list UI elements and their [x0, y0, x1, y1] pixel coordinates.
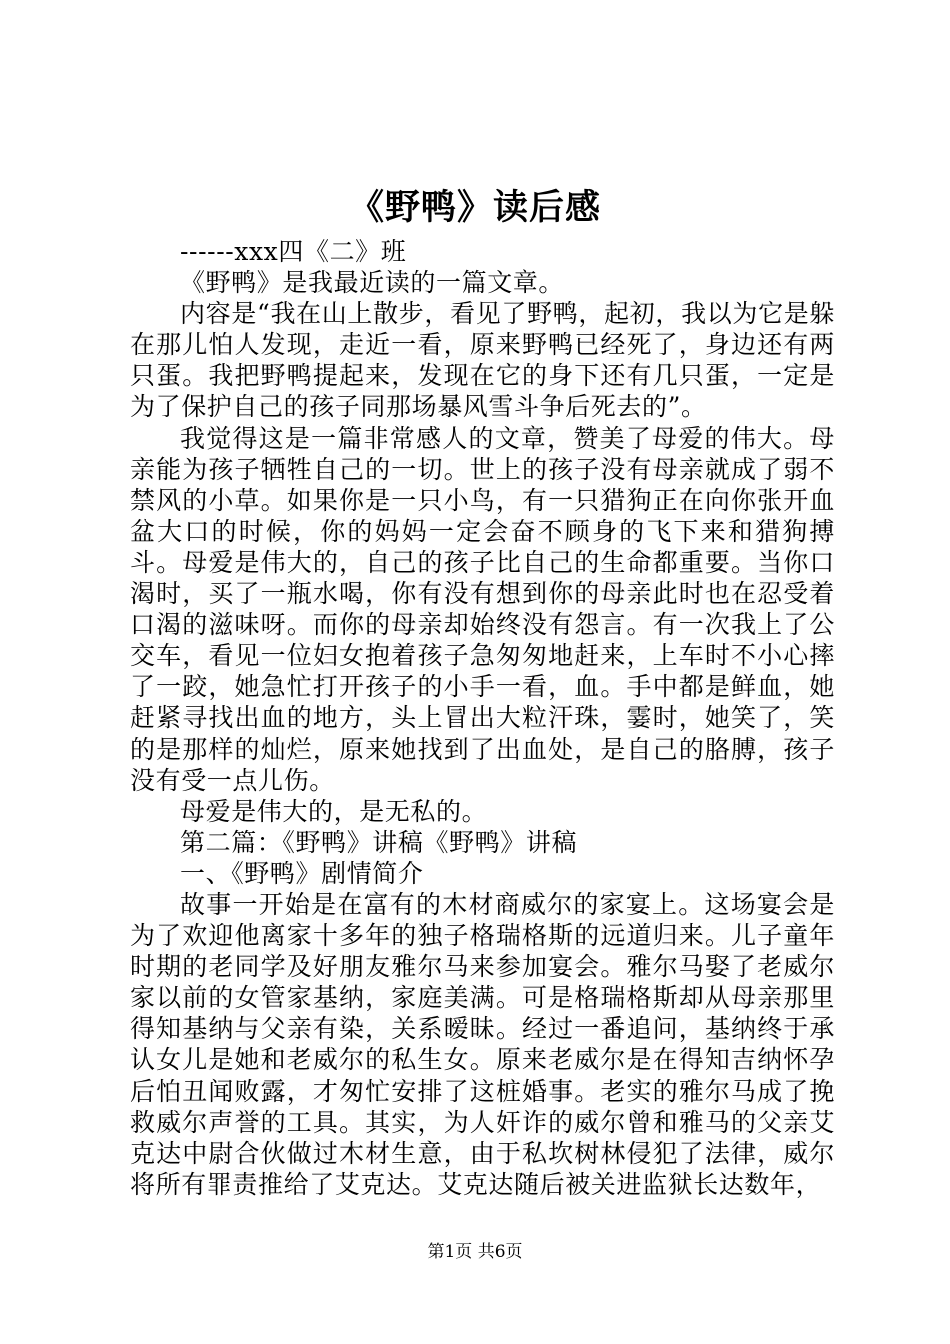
- document-body: [130, 236, 835, 1200]
- paragraph: 母爱是伟大的，是无私的。: [180, 796, 488, 826]
- paragraph: 内容是“我在山上散步，看见了野鸭，起初，我以为它是躲在那儿怕人发现，走近一看，原来野鸭已经死了，身边还有两只蛋。我把野鸭提起来，发现在它的身下还有几只蛋，一定是为了保护自己的孩子同那场暴风雪斗争后死去的”。: [130, 299, 835, 422]
- paragraph: 我觉得这是一篇非常感人的文章，赞美了母爱的伟大。母亲能为孩子牺牲自己的一切。世上的孩子没有母亲就成了弱不禁风的小草。如果你是一只小鸟，有一只猎狗正在向你张开血盆大口的时候，你的妈妈一定会奋不顾身的飞下来和猎狗搏斗。母爱是伟大的，自己的孩子比自己的生命都重要。当你口渴时，买了一瓶水喝，你有没有想到你的母亲此时也在忍受着口渴的滋味呀。而你的母亲却始终没有怨言。有一次我上了公交车，看见一位妇女抱着孩子急匆匆地赶来，上车时不小心摔了一跤，她急忙打开孩子的小手一看，血。手中都是鲜血，她赶紧寻找出血的地方，头上冒出大粒汗珠，霎时，她笑了，笑的是那样的灿烂，原来她找到了出血处，是自己的胳膊，孩子没有受一点儿伤。: [130, 423, 835, 795]
- subsection-heading: 一、《野鸭》剧情简介: [180, 858, 424, 888]
- paragraph: 《野鸭》是我最近读的一篇文章。: [180, 268, 565, 298]
- paragraph: 故事一开始是在富有的木材商威尔的家宴上。这场宴会是为了欢迎他离家十多年的独子格瑞格斯的远道归来。儿子童年时期的老同学及好朋友雅尔马来参加宴会。雅尔马娶了老威尔家以前的女管家基纳，家庭美满。可是格瑞格斯却从母亲那里得知基纳与父亲有染，关系暧昧。经过一番追问，基纳终于承认女儿是她和老威尔的私生女。原来老威尔是在得知吉纳怀孕后怕丑闻败露，才匆忙安排了这桩婚事。老实的雅尔马成了挽救威尔声誉的工具。其实，为人奸诈的威尔曾和雅马的父亲艾克达中尉合伙做过木材生意，由于私坎树林侵犯了法律，威尔将所有罪责推给了艾克达。艾克达随后被关进监狱长达数年，: [130, 889, 835, 1199]
- page-footer: 第1页 共6页: [427, 1242, 523, 1262]
- section-heading: 第二篇：《野鸭》讲稿《野鸭》讲稿: [180, 827, 578, 857]
- author-line: ------xxx四《二》班: [180, 237, 407, 266]
- document-title: 《野鸭》读后感: [348, 187, 601, 228]
